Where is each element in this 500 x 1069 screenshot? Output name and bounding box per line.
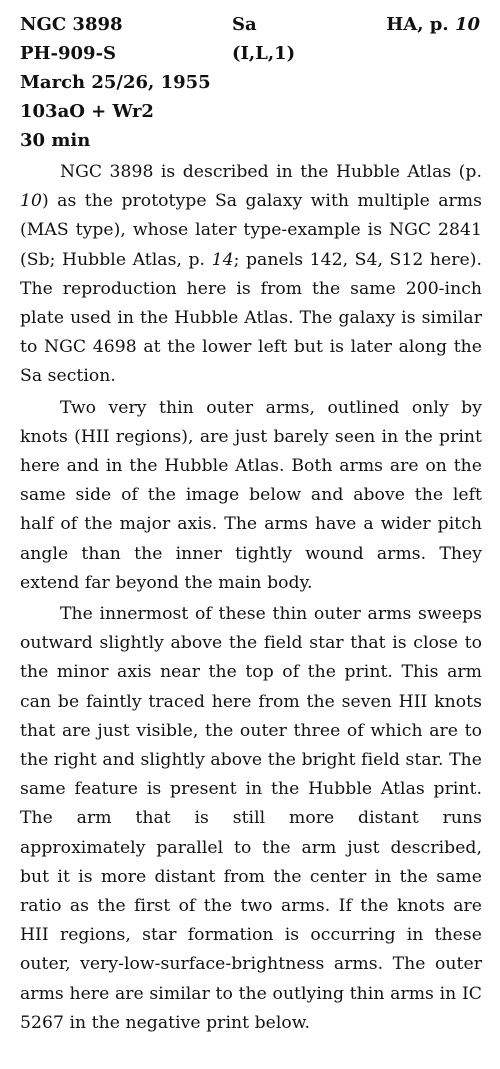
paragraph-2: Two very thin outer arms, outlined only by knots (HII regions), are just barely seen in the print here and in the Hubble Atlas. Both arms are on the same side of the image below and above the left half of the major axis. The arms have a wider pitch angle than the inner tightly wound arms. They extend far beyond the main body. <box>20 397 482 593</box>
plate-number: PH-909-S <box>20 43 117 64</box>
plate-row <box>20 39 482 68</box>
galaxy-type: Sa <box>232 14 257 35</box>
atlas-ref-prefix: HA, p. <box>386 14 449 35</box>
observation-date: March 25/26, 1955 <box>20 72 211 93</box>
paragraph-1-ref-1: 10 <box>20 191 42 212</box>
atlas-reference <box>386 10 480 39</box>
header-row <box>20 10 482 39</box>
paragraph-1-ref-2: 14 <box>211 249 234 270</box>
paragraph-3: The innermost of these thin outer arms sweeps outward slightly above the field star that is close to the minor axis near the top of the print. This arm can be faintly traced here from the seven HII knots that are just visible, the outer three of which are to the right and slightly above the bright field star. The same feature is present in the Hubble Atlas print. The arm that is still more distant runs approximately parallel to the arm just described, but it is more distant from the center in the same ratio as the first of the two arms. If the knots are HII regions, star formation is occurring in these outer, very-low-surface-brightness arms. The outer arms here are similar to the outlying thin arms in IC 5267 in the negative print below. <box>20 604 482 1033</box>
exposure-time: 30 min <box>20 130 91 151</box>
paragraph-1 <box>20 158 482 392</box>
body-text <box>20 158 482 1038</box>
paragraph-1-part-3: ; panels 142, S4, S12 here). The reproduction here is from the same 200-inch plate used in the Hubble Atlas. The galaxy is similar to NGC 4698 at the lower left but is later along the Sa section. <box>20 249 482 387</box>
object-name: NGC 3898 <box>20 14 123 35</box>
class-code: (I,L,1) <box>232 43 296 64</box>
paragraph-1-part-1: NGC 3898 is described in the Hubble Atlas (p. <box>60 162 482 182</box>
atlas-ref-page: 10 <box>454 14 480 35</box>
paragraph-1-part-2: ) as the prototype Sa galaxy with multiple arms (MAS type), whose later type-example is NGC 2841 (Sb; Hubble Atlas, p. <box>20 191 482 270</box>
emulsion-filter: 103aO + Wr2 <box>20 101 154 122</box>
